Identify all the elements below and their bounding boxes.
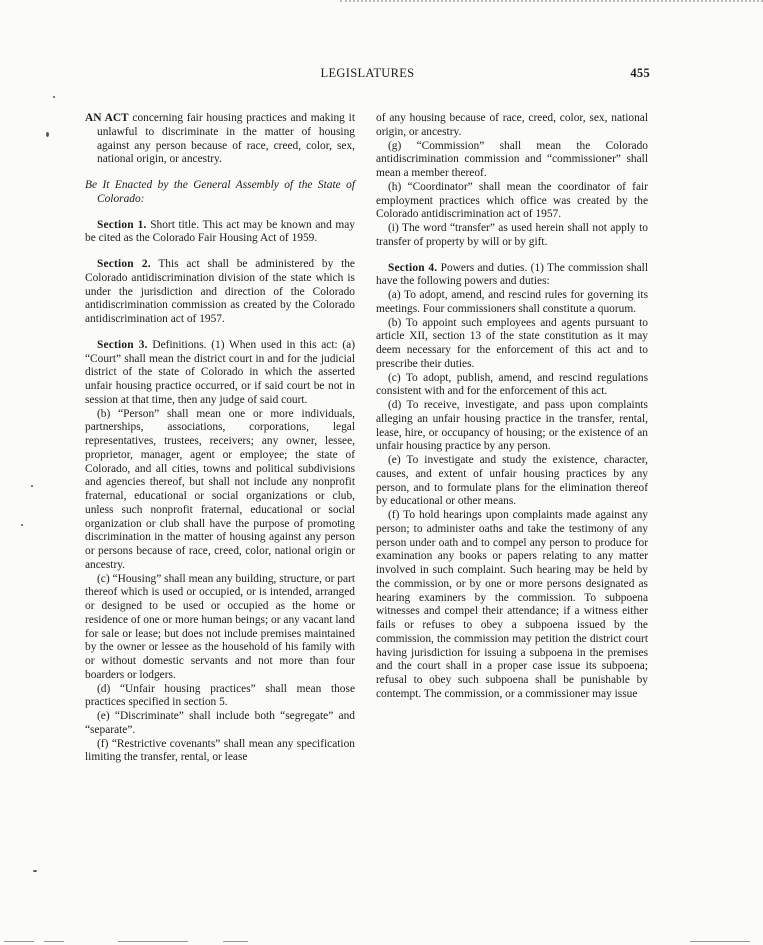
definition-h: (h) “Coordinator” shall mean the coordinator of fair employment practices which office was created by the Colorado antidiscrimination act of 1957. — [376, 180, 648, 221]
right-column — [376, 112, 648, 702]
page-number: 455 — [630, 66, 650, 80]
section-1-text: Short title. This act may be known and may be cited as the Colorado Fair Housing Act of 1959. — [85, 218, 356, 245]
section-3-text: Definitions. (1) When used in this act: (a) “Court” shall mean the district court in and for the judicial district of the state of Colorado in which the asserted unfair housing practice occurred, or if said court be not in session at that time, then any judge of said court. — [85, 338, 355, 406]
section-2 — [85, 258, 355, 327]
scan-edge-line — [4, 941, 34, 942]
power-e: (e) To investigate and study the existence, character, causes, and extent of unfair housing practices by any person, and to formulate plans for the elimination thereof by educational or other means. — [376, 454, 648, 508]
scan-edge-line — [44, 941, 64, 942]
section-1-heading: Section 1. — [97, 218, 147, 231]
section-2-text: This act shall be administered by the Colorado antidiscrimination division of the state which is under the jurisdiction and direction of the Colorado antidiscrimination commission as created by the Colorado antidiscrimination act of 1957. — [85, 258, 355, 325]
definition-d: (d) “Unfair housing practices” shall mean those practices specified in section 5. — [85, 682, 355, 709]
definition-c: (c) “Housing” shall mean any building, structure, or part thereof which is used or occupied, or is intended, arranged or designed to be used or occupied as the home or residence of one or more human beings; or any vacant land for sale or lease; but does not include premises maintained by the owner or lessee as the household of his family with or without domestic servants and not more than four boarders or lodgers. — [85, 572, 355, 681]
scan-speck — [46, 132, 49, 137]
section-2-heading: Section 2. — [97, 258, 151, 270]
power-b: (b) To appoint such employees and agents pursuant to article XII, section 13 of the state constitution as it may deem necessary for the enforcement of this act and to prescribe their duties. — [376, 316, 648, 370]
scan-speck — [21, 524, 23, 526]
scan-edge-line — [690, 941, 750, 942]
definition-f: (f) “Restrictive covenants” shall mean any specification limiting the transfer, rental, or lease — [85, 737, 355, 764]
section-4-text: Powers and duties. (1) The commission shall have the following powers and duties: — [376, 261, 648, 288]
section-4 — [376, 262, 648, 290]
scan-speck — [53, 96, 55, 98]
section-3 — [85, 339, 355, 408]
act-title-bold: AN ACT — [85, 112, 129, 124]
definition-i: (i) The word “transfer” as used herein shall not apply to transfer of property by will or by gift. — [376, 222, 648, 248]
scan-speck — [33, 870, 37, 872]
definition-g: (g) “Commission” shall mean the Colorado antidiscrimination commission and “commissioner” shall mean a member thereof. — [376, 139, 648, 179]
running-head — [85, 66, 650, 84]
scan-speck — [31, 485, 33, 487]
running-title: LEGISLATURES — [320, 66, 415, 80]
enacting-clause: Be It Enacted by the General Assembly of the State of Colorado: — [85, 179, 355, 205]
definition-e: (e) “Discriminate” shall include both “segregate” and “separate”. — [85, 710, 355, 736]
scan-dotted-edge — [340, 0, 763, 6]
section-1 — [85, 219, 355, 247]
left-column — [85, 112, 355, 765]
section-3-heading: Section 3. — [97, 338, 148, 351]
act-title — [85, 112, 355, 167]
power-a: (a) To adopt, amend, and rescind rules for governing its meetings. Four commissioners shall constitute a quorum. — [376, 289, 648, 315]
section-4-heading: Section 4. — [388, 261, 438, 274]
scan-edge-line — [118, 941, 188, 942]
definition-b: (b) “Person” shall mean one or more individuals, partnerships, associations, corporations, legal representatives, trustees, receivers; any owner, lessee, proprietor, manager, agent or employee; the state of Colorado, and all cities, towns and political subdivisions and agencies thereof, but shall not include any nonprofit fraternal, educational or social organizations or club, unless such nonprofit fraternal, educational or social organization or club shall have the purpose of promoting discrimination in the matter of housing against any person or persons because of race, creed, color, national origin or ancestry. — [85, 407, 355, 571]
power-c: (c) To adopt, publish, amend, and rescind regulations consistent with and for the enforcement of this act. — [376, 371, 648, 398]
power-d: (d) To receive, investigate, and pass upon complaints alleging an unfair housing practice in the transfer, rental, lease, hire, or occupancy of housing; or the existence of an unfair housing practice by any person. — [376, 399, 648, 453]
power-f: (f) To hold hearings upon complaints made against any person; to administer oaths and take the testimony of any person under oath and to compel any person to produce for examination any books or papers relating to any matter involved in such complaint. Such hearing may be held by the commission, or by one or more persons designated as hearing examiners by the commission. To subpoena witnesses and compel their attendance; if a witness either fails or refuses to obey a subpoena issued by the commission, the commission may petition the district court having jurisdiction for issuing a subpoena in the premises and the court shall in a proper case issue its subpoena; refusal to obey such subpoena shall be punishable by contempt. The commission, or a commissioner may issue — [376, 509, 648, 700]
definition-f-continued: of any housing because of race, creed, color, sex, national origin, or ancestry. — [376, 112, 648, 138]
act-title-text: concerning fair housing practices and making it unlawful to discriminate in the matter of housing against any person because of race, creed, color, sex, national origin, or ancestry. — [97, 112, 355, 166]
scan-edge-line — [223, 941, 248, 942]
